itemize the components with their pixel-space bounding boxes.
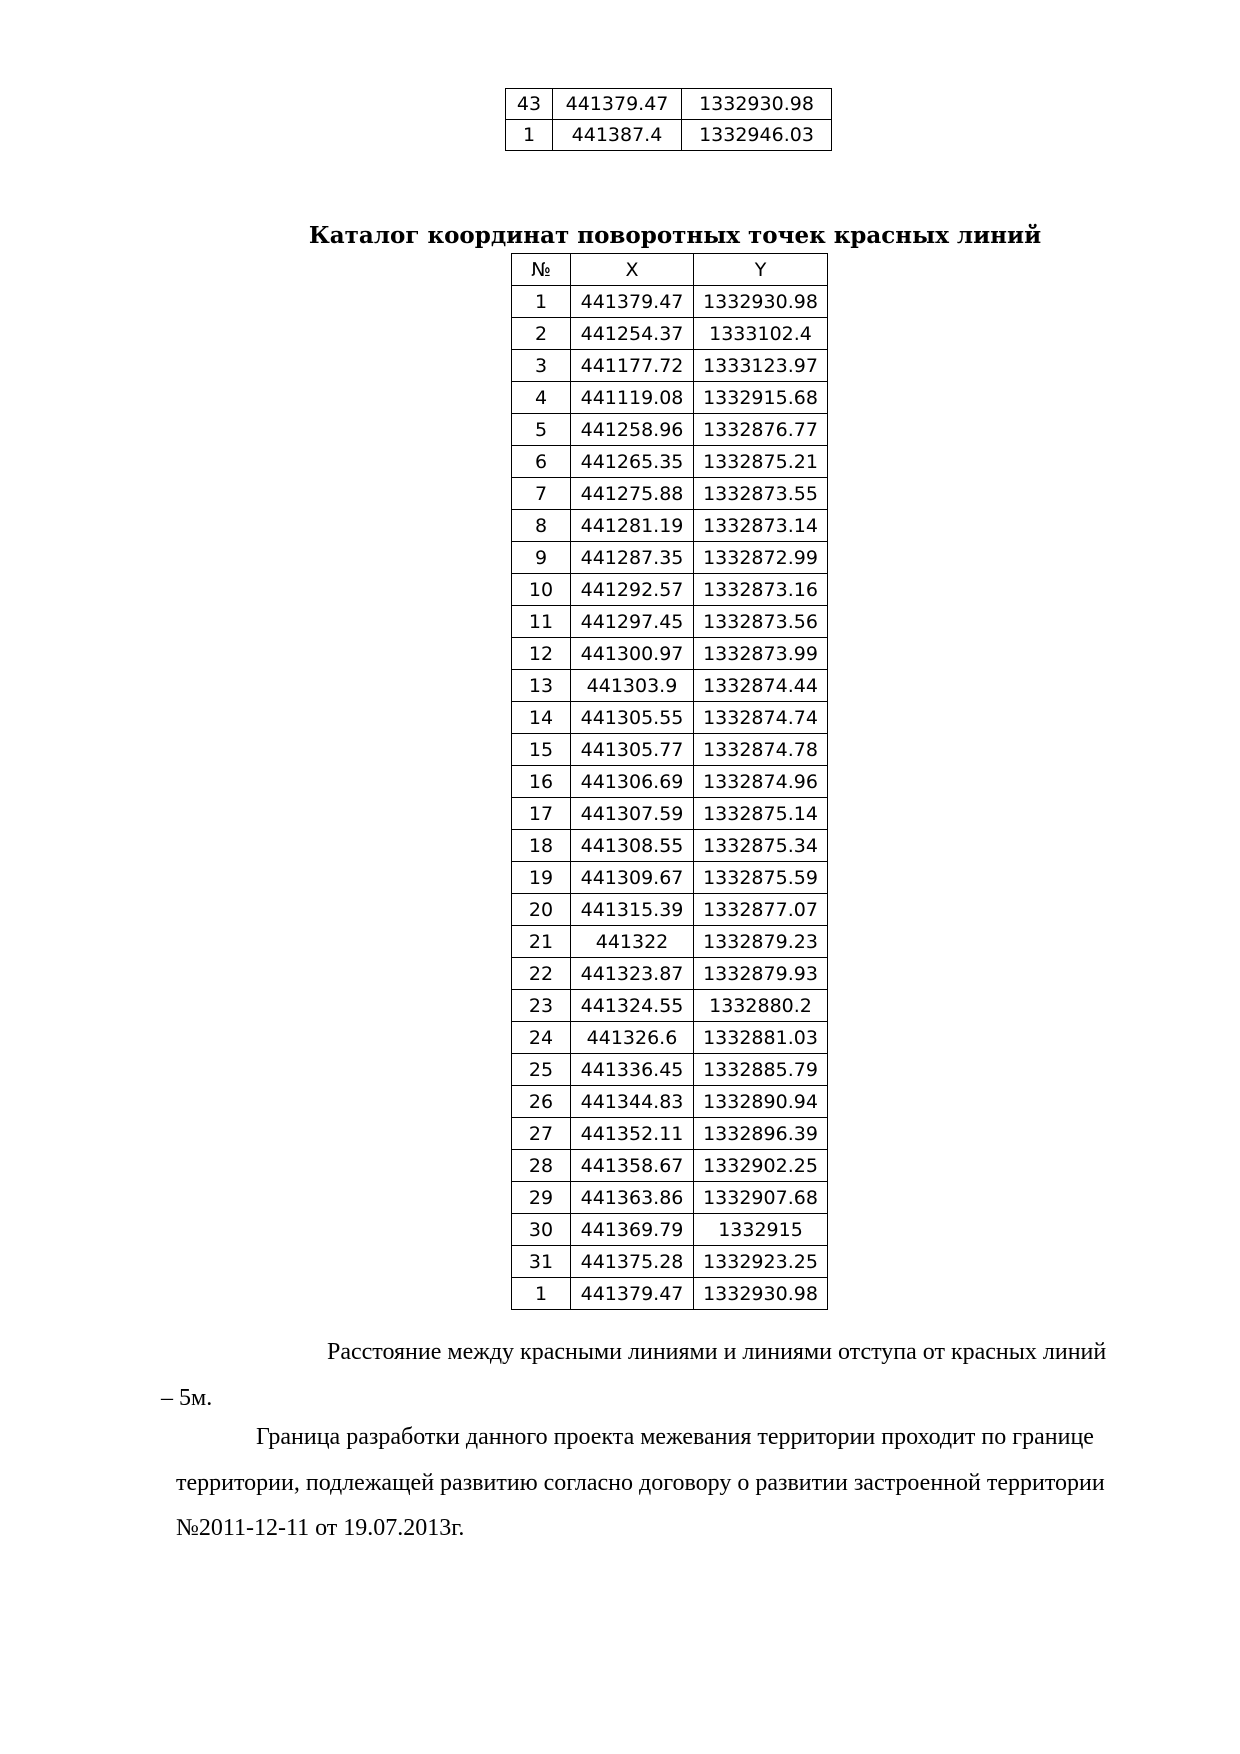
x-coordinate-cell: 441119.08 [571, 382, 694, 414]
point-number-cell: 5 [512, 414, 571, 446]
table-row [512, 542, 828, 574]
y-coordinate-cell: 1332877.07 [694, 894, 828, 926]
y-coordinate-cell: 1332930.98 [694, 286, 828, 318]
x-coordinate-cell: 441303.9 [571, 670, 694, 702]
point-number-cell: 26 [512, 1086, 571, 1118]
x-coordinate-cell: 441287.35 [571, 542, 694, 574]
header-number: № [512, 254, 571, 286]
point-number-cell: 28 [512, 1150, 571, 1182]
x-coordinate-cell: 441306.69 [571, 766, 694, 798]
continued-coordinates-body [506, 89, 832, 151]
y-coordinate-cell: 1332907.68 [694, 1182, 828, 1214]
point-number-cell: 1 [512, 1278, 571, 1310]
table-row [512, 1118, 828, 1150]
x-coordinate-cell: 441322 [571, 926, 694, 958]
x-coordinate-cell: 441254.37 [571, 318, 694, 350]
x-coordinate-cell: 441323.87 [571, 958, 694, 990]
point-number-cell: 27 [512, 1118, 571, 1150]
y-coordinate-cell: 1332915.68 [694, 382, 828, 414]
point-number-cell: 31 [512, 1246, 571, 1278]
x-coordinate-cell: 441258.96 [571, 414, 694, 446]
point-number-cell: 20 [512, 894, 571, 926]
boundary-paragraph-line-3: №2011-12-11 от 19.07.2013г. [176, 1515, 465, 1541]
point-number-cell: 1 [506, 120, 553, 151]
table-row [512, 702, 828, 734]
table-row [512, 414, 828, 446]
y-coordinate-cell: 1332946.03 [682, 120, 832, 151]
table-row [512, 510, 828, 542]
table-row [512, 670, 828, 702]
y-coordinate-cell: 1332881.03 [694, 1022, 828, 1054]
table-row [512, 1246, 828, 1278]
point-number-cell: 24 [512, 1022, 571, 1054]
table-row [512, 350, 828, 382]
point-number-cell: 9 [512, 542, 571, 574]
point-number-cell: 23 [512, 990, 571, 1022]
x-coordinate-cell: 441336.45 [571, 1054, 694, 1086]
y-coordinate-cell: 1332875.34 [694, 830, 828, 862]
boundary-paragraph-line-1: Граница разработки данного проекта межевания территории проходит по границе [256, 1424, 1094, 1450]
x-coordinate-cell: 441363.86 [571, 1182, 694, 1214]
boundary-paragraph-line-2: территории, подлежащей развитию согласно договору о развитии застроенной территории [176, 1470, 1105, 1496]
table-row [512, 1022, 828, 1054]
point-number-cell: 3 [512, 350, 571, 382]
distance-paragraph-continuation: – 5м. [161, 1385, 213, 1411]
point-number-cell: 4 [512, 382, 571, 414]
x-coordinate-cell: 441375.28 [571, 1246, 694, 1278]
point-number-cell: 12 [512, 638, 571, 670]
y-coordinate-cell: 1332874.74 [694, 702, 828, 734]
y-coordinate-cell: 1333123.97 [694, 350, 828, 382]
y-coordinate-cell: 1332930.98 [682, 89, 832, 120]
x-coordinate-cell: 441344.83 [571, 1086, 694, 1118]
x-coordinate-cell: 441315.39 [571, 894, 694, 926]
point-number-cell: 29 [512, 1182, 571, 1214]
y-coordinate-cell: 1332879.23 [694, 926, 828, 958]
point-number-cell: 10 [512, 574, 571, 606]
x-coordinate-cell: 441379.47 [553, 89, 682, 120]
header-y: Y [694, 254, 828, 286]
point-number-cell: 13 [512, 670, 571, 702]
x-coordinate-cell: 441324.55 [571, 990, 694, 1022]
continued-coordinates-table [505, 88, 832, 151]
table-row [512, 1182, 828, 1214]
table-row [512, 318, 828, 350]
point-number-cell: 1 [512, 286, 571, 318]
x-coordinate-cell: 441358.67 [571, 1150, 694, 1182]
point-number-cell: 2 [512, 318, 571, 350]
x-coordinate-cell: 441309.67 [571, 862, 694, 894]
y-coordinate-cell: 1332875.21 [694, 446, 828, 478]
x-coordinate-cell: 441305.55 [571, 702, 694, 734]
table-row [512, 382, 828, 414]
point-number-cell: 15 [512, 734, 571, 766]
table-row [512, 926, 828, 958]
x-coordinate-cell: 441387.4 [553, 120, 682, 151]
table-row [512, 894, 828, 926]
x-coordinate-cell: 441265.35 [571, 446, 694, 478]
x-coordinate-cell: 441379.47 [571, 286, 694, 318]
y-coordinate-cell: 1332885.79 [694, 1054, 828, 1086]
y-coordinate-cell: 1332873.99 [694, 638, 828, 670]
point-number-cell: 22 [512, 958, 571, 990]
x-coordinate-cell: 441369.79 [571, 1214, 694, 1246]
y-coordinate-cell: 1332874.78 [694, 734, 828, 766]
y-coordinate-cell: 1332872.99 [694, 542, 828, 574]
point-number-cell: 30 [512, 1214, 571, 1246]
table-header-row [512, 254, 828, 286]
x-coordinate-cell: 441297.45 [571, 606, 694, 638]
point-number-cell: 8 [512, 510, 571, 542]
x-coordinate-cell: 441352.11 [571, 1118, 694, 1150]
table-row [512, 1054, 828, 1086]
table-row [512, 1086, 828, 1118]
table-row [512, 830, 828, 862]
x-coordinate-cell: 441300.97 [571, 638, 694, 670]
x-coordinate-cell: 441307.59 [571, 798, 694, 830]
point-number-cell: 25 [512, 1054, 571, 1086]
coordinates-body [512, 286, 828, 1310]
y-coordinate-cell: 1332896.39 [694, 1118, 828, 1150]
table-row [512, 446, 828, 478]
y-coordinate-cell: 1332874.96 [694, 766, 828, 798]
table-row [512, 478, 828, 510]
table-row [512, 606, 828, 638]
y-coordinate-cell: 1332873.55 [694, 478, 828, 510]
point-number-cell: 11 [512, 606, 571, 638]
table-row [512, 1214, 828, 1246]
table-row [512, 1278, 828, 1310]
table-row [512, 990, 828, 1022]
x-coordinate-cell: 441177.72 [571, 350, 694, 382]
y-coordinate-cell: 1332873.14 [694, 510, 828, 542]
red-lines-coordinates-table [511, 253, 828, 1310]
table-row [512, 798, 828, 830]
y-coordinate-cell: 1332880.2 [694, 990, 828, 1022]
x-coordinate-cell: 441379.47 [571, 1278, 694, 1310]
y-coordinate-cell: 1332876.77 [694, 414, 828, 446]
point-number-cell: 19 [512, 862, 571, 894]
x-coordinate-cell: 441305.77 [571, 734, 694, 766]
table-row [512, 286, 828, 318]
table-row [506, 89, 832, 120]
x-coordinate-cell: 441292.57 [571, 574, 694, 606]
table-row [512, 574, 828, 606]
point-number-cell: 18 [512, 830, 571, 862]
y-coordinate-cell: 1332879.93 [694, 958, 828, 990]
point-number-cell: 6 [512, 446, 571, 478]
point-number-cell: 16 [512, 766, 571, 798]
x-coordinate-cell: 441326.6 [571, 1022, 694, 1054]
table-row [512, 766, 828, 798]
y-coordinate-cell: 1332923.25 [694, 1246, 828, 1278]
x-coordinate-cell: 441308.55 [571, 830, 694, 862]
y-coordinate-cell: 1332874.44 [694, 670, 828, 702]
table-row [512, 958, 828, 990]
x-coordinate-cell: 441281.19 [571, 510, 694, 542]
point-number-cell: 14 [512, 702, 571, 734]
y-coordinate-cell: 1332875.59 [694, 862, 828, 894]
point-number-cell: 43 [506, 89, 553, 120]
y-coordinate-cell: 1332915 [694, 1214, 828, 1246]
point-number-cell: 21 [512, 926, 571, 958]
y-coordinate-cell: 1333102.4 [694, 318, 828, 350]
catalog-title: Каталог координат поворотных точек красных линий [308, 222, 1042, 249]
point-number-cell: 7 [512, 478, 571, 510]
y-coordinate-cell: 1332873.16 [694, 574, 828, 606]
distance-paragraph: Расстояние между красными линиями и линиями отступа от красных линий [327, 1339, 1107, 1365]
table-row [512, 862, 828, 894]
x-coordinate-cell: 441275.88 [571, 478, 694, 510]
table-row [512, 638, 828, 670]
y-coordinate-cell: 1332890.94 [694, 1086, 828, 1118]
header-x: X [571, 254, 694, 286]
table-row [512, 734, 828, 766]
y-coordinate-cell: 1332930.98 [694, 1278, 828, 1310]
table-row [506, 120, 832, 151]
y-coordinate-cell: 1332875.14 [694, 798, 828, 830]
point-number-cell: 17 [512, 798, 571, 830]
y-coordinate-cell: 1332873.56 [694, 606, 828, 638]
y-coordinate-cell: 1332902.25 [694, 1150, 828, 1182]
table-row [512, 1150, 828, 1182]
